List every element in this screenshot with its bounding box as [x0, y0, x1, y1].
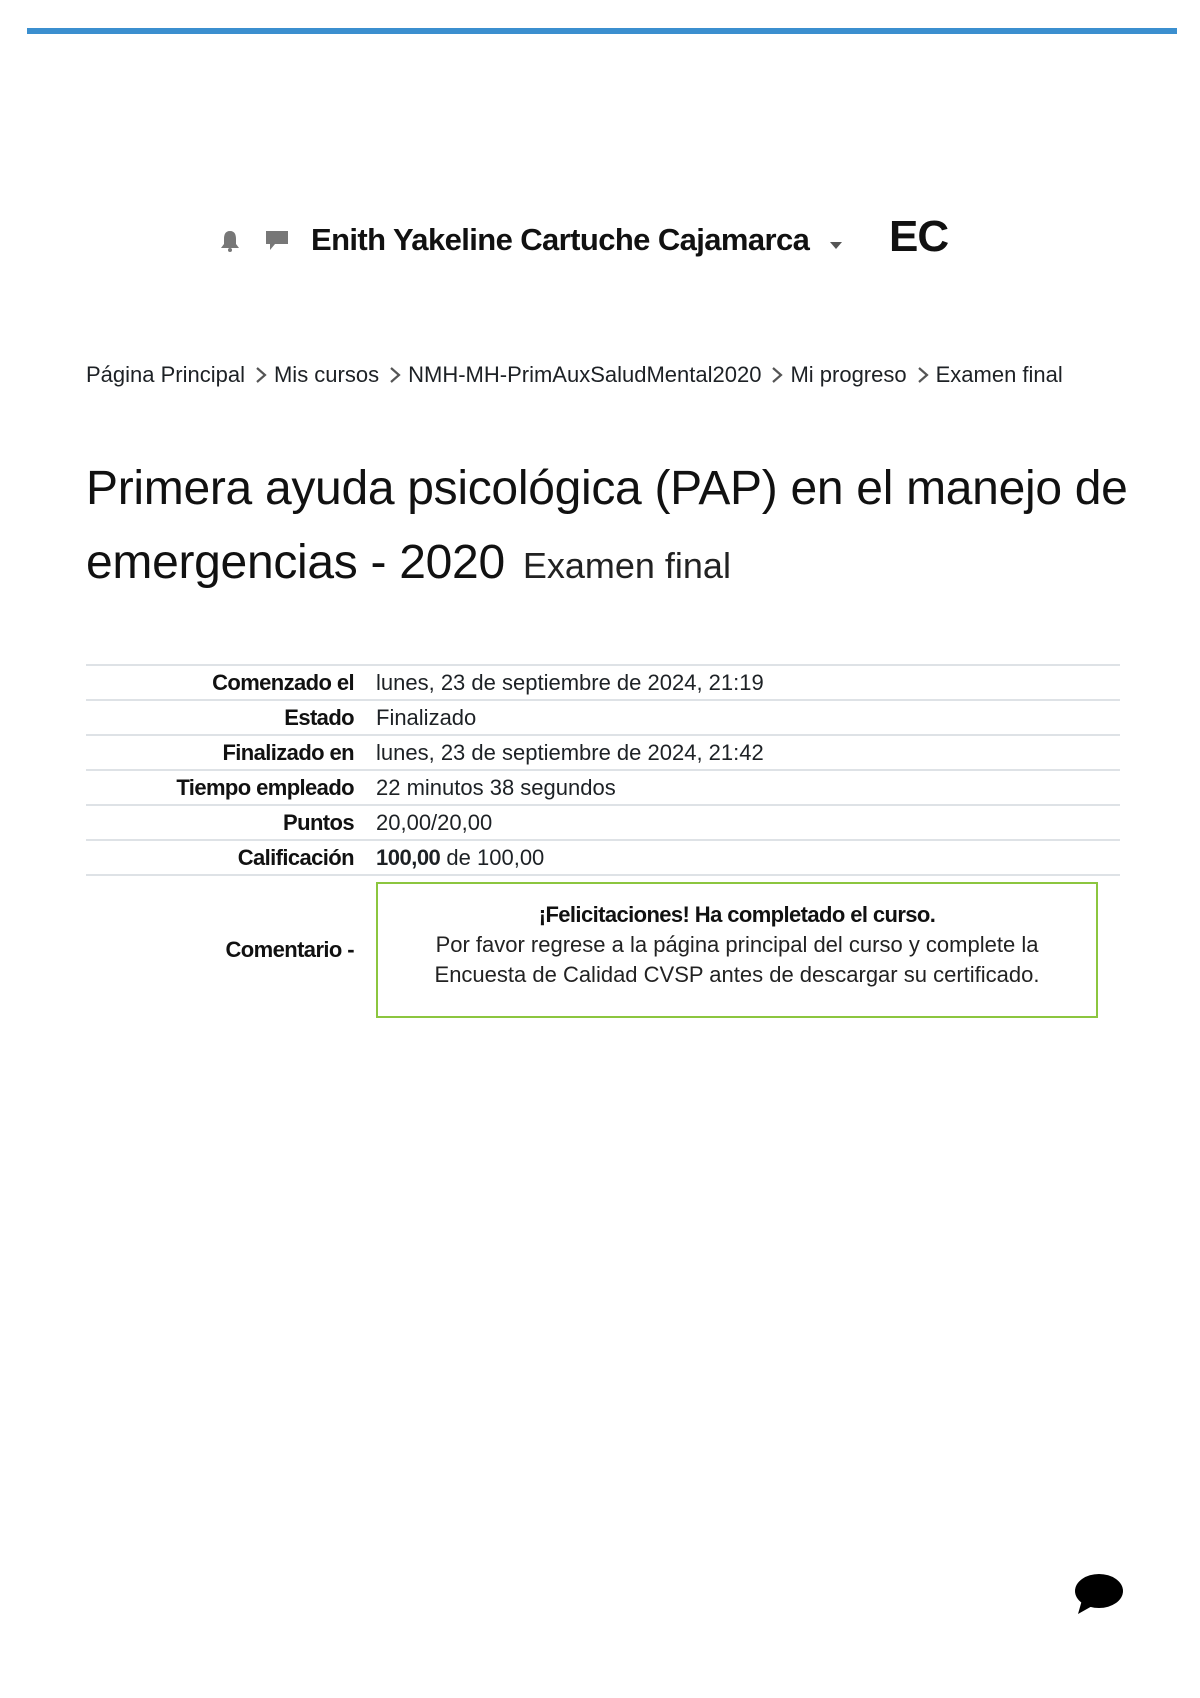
table-row: [86, 700, 1120, 735]
feedback-row: [86, 875, 1120, 1024]
row-label: Finalizado en: [86, 735, 374, 770]
feedback-box: [376, 882, 1098, 1018]
row-label: Tiempo empleado: [86, 770, 374, 805]
feedback-line-2: Encuesta de Calidad CVSP antes de descargar su certificado.: [434, 962, 1040, 987]
top-accent-bar: [27, 28, 1177, 34]
grade-suffix: de 100,00: [446, 844, 545, 870]
grade-label: Calificación: [86, 840, 374, 875]
feedback-line-1: Por favor regrese a la página principal del curso y complete la: [435, 932, 1039, 957]
chat-icon[interactable]: [265, 230, 289, 252]
bell-icon[interactable]: [220, 230, 240, 252]
grade-row: [86, 840, 1120, 875]
grade-cell: [374, 840, 1120, 875]
row-label: Comenzado el: [86, 665, 374, 700]
user-navbar: [0, 206, 1200, 276]
row-label: Estado: [86, 700, 374, 735]
page-subtitle: Examen final: [522, 545, 731, 586]
chat-bubble-icon[interactable]: [1072, 1572, 1124, 1616]
row-value: 20,00/20,00: [374, 805, 1120, 840]
feedback-title: ¡Felicitaciones! Ha completado el curso.: [538, 902, 936, 927]
table-row: [86, 770, 1120, 805]
feedback-cell: [374, 875, 1120, 1024]
breadcrumb-course[interactable]: NMH-MH-PrimAuxSaludMental2020: [408, 362, 762, 387]
avatar[interactable]: EC: [889, 212, 949, 261]
chevron-right-icon: [388, 366, 402, 384]
chevron-right-icon: [916, 366, 930, 384]
chevron-right-icon: [770, 366, 784, 384]
table-row: [86, 735, 1120, 770]
table-row: [86, 805, 1120, 840]
breadcrumb: [86, 356, 1126, 394]
page-title: Primera ayuda psicológica (PAP) en el manejo de emergencias - 2020: [86, 462, 1128, 589]
row-label: Puntos: [86, 805, 374, 840]
feedback-label: Comentario -: [86, 875, 374, 1024]
caret-down-icon[interactable]: [830, 242, 842, 250]
table-row: [86, 665, 1120, 700]
attempt-summary-table: [86, 664, 1120, 1024]
row-value: Finalizado: [374, 700, 1120, 735]
row-value: lunes, 23 de septiembre de 2024, 21:42: [374, 735, 1120, 770]
grade-value: 100,00: [376, 844, 441, 870]
chevron-right-icon: [254, 366, 268, 384]
breadcrumb-mis-cursos[interactable]: Mis cursos: [273, 362, 380, 387]
row-value: 22 minutos 38 segundos: [374, 770, 1120, 805]
breadcrumb-examen-final[interactable]: Examen final: [935, 362, 1063, 387]
breadcrumb-mi-progreso[interactable]: Mi progreso: [790, 362, 907, 387]
page-title-block: [86, 452, 1146, 603]
breadcrumb-home[interactable]: Página Principal: [86, 362, 245, 387]
user-menu-name[interactable]: Enith Yakeline Cartuche Cajamarca: [311, 222, 810, 257]
row-value: lunes, 23 de septiembre de 2024, 21:19: [374, 665, 1120, 700]
